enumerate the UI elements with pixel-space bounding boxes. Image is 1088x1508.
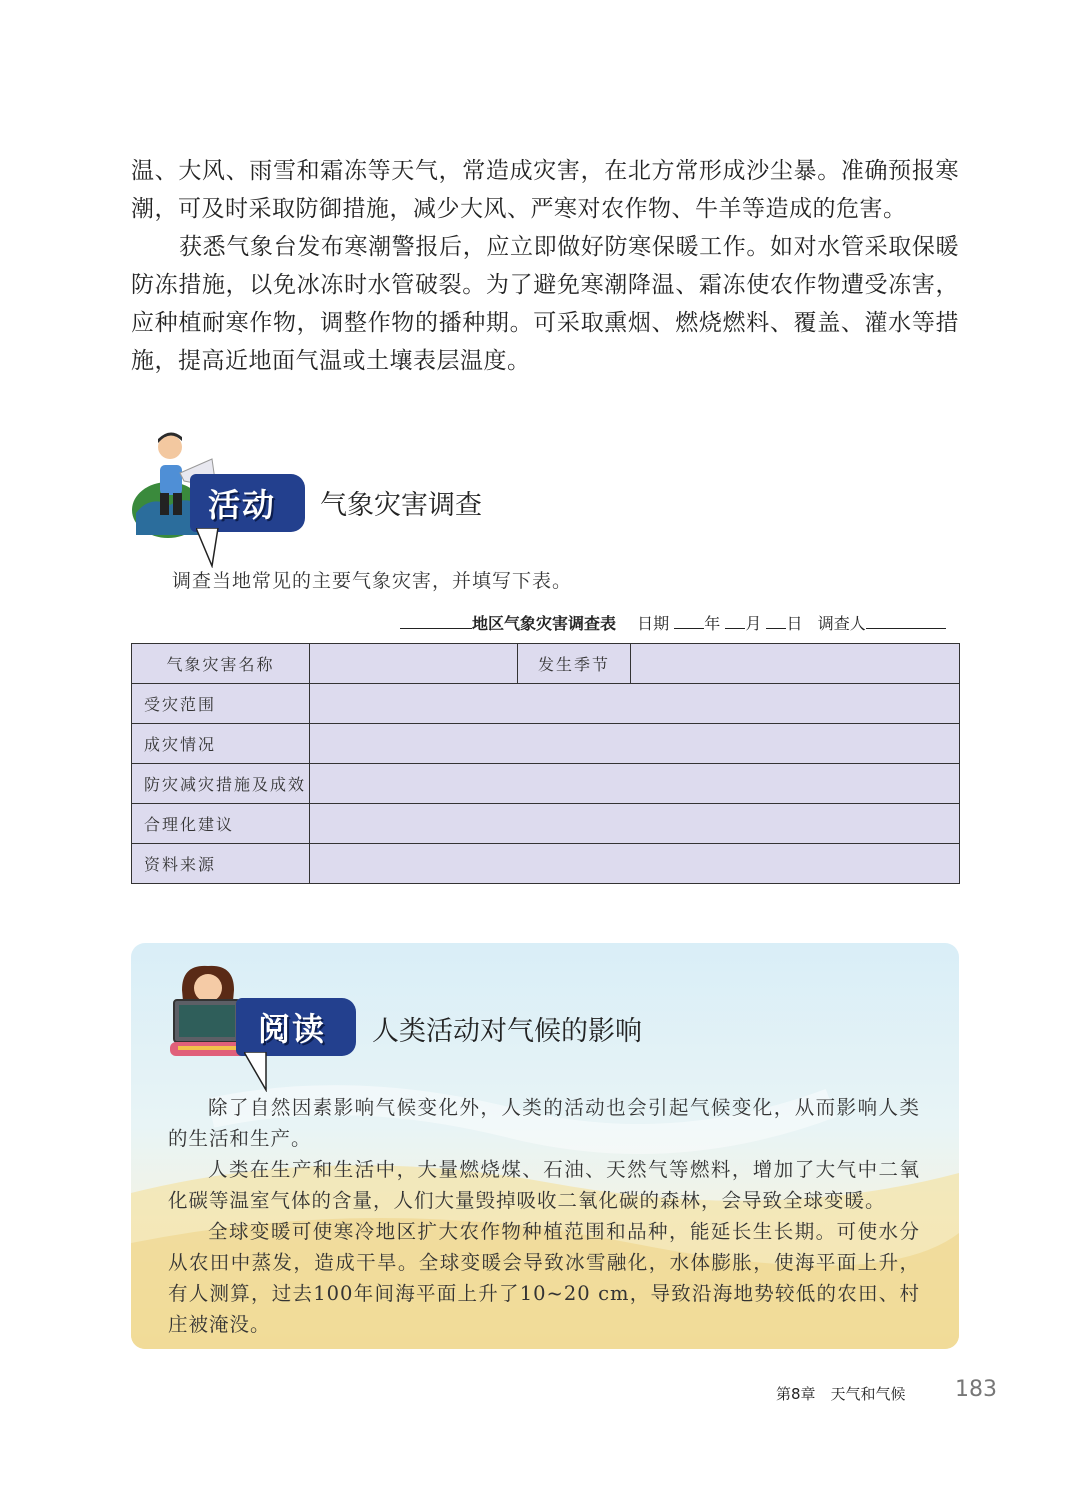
date-label: 日期: [637, 614, 670, 633]
footer-chapter: 第8章 天气和气候: [776, 1385, 906, 1403]
activity-tag: [190, 474, 305, 532]
reading-tag-label: 阅读: [258, 1010, 327, 1048]
table-row: [132, 684, 960, 724]
table-caption: [400, 611, 960, 634]
activity-title: 气象灾害调查: [320, 490, 482, 521]
year-label: 年: [704, 614, 721, 633]
table-cell-input[interactable]: [310, 724, 960, 764]
activity-tag-label: 活动: [208, 486, 277, 524]
callout-pointer-icon: [196, 528, 220, 568]
table-cell-name-input[interactable]: [310, 644, 518, 684]
reading-paragraph-3: 全球变暖可使寒冷地区扩大农作物种植范围和品种，能延长生长期。可使水分从农田中蒸发，造成干旱。全球变暖会导致冰雪融化，水体膨胀，使海平面上升，有人测算，过去100年间海平面上升了10~20 cm，导致沿海地势较低的农田、村庄被淹没。: [168, 1220, 920, 1336]
day-label: 日: [786, 614, 803, 633]
month-label: 月: [745, 614, 762, 633]
survey-table: [131, 643, 960, 884]
region-blank[interactable]: [400, 614, 472, 629]
reading-paragraph-1: 除了自然因素影响气候变化外，人类的活动也会引起气候变化，从而影响人类的生活和生产。: [168, 1096, 920, 1150]
table-cell-input[interactable]: [310, 764, 960, 804]
table-row: [132, 644, 960, 684]
activity-instruction: 调查当地常见的主要气象灾害，并填写下表。: [172, 570, 573, 592]
table-header-season: 发生季节: [518, 644, 631, 684]
table-row-label: 成灾情况: [132, 724, 310, 764]
table-cell-season-input[interactable]: [631, 644, 960, 684]
reading-paragraph-2: 人类在生产和生活中，大量燃烧煤、石油、天然气等燃料，增加了大气中二氧化碳等温室气体的含量，人们大量毁掉吸收二氧化碳的森林，会导致全球变暖。: [168, 1158, 920, 1212]
table-row: [132, 844, 960, 884]
table-row: [132, 764, 960, 804]
year-blank[interactable]: [674, 614, 704, 629]
day-blank[interactable]: [766, 614, 786, 629]
body-paragraph-2: 获悉气象台发布寒潮警报后，应立即做好防寒保暖工作。如对水管采取保暖防冻措施，以免冰冻时水管破裂。为了避免寒潮降温、霜冻使农作物遭受冻害，应种植耐寒作物，调整作物的播种期。可采取熏烟、燃烧燃料、覆盖、灌水等措施，提高近地面气温或土壤表层温度。: [131, 234, 959, 374]
reading-tag: [236, 998, 356, 1056]
table-row: [132, 804, 960, 844]
table-header-name: 气象灾害名称: [132, 644, 310, 684]
table-cell-input[interactable]: [310, 804, 960, 844]
table-row-label: 防灾减灾措施及成效: [132, 764, 310, 804]
body-paragraph-1: 温、大风、雨雪和霜冻等天气，常造成灾害，在北方常形成沙尘暴。准确预报寒潮，可及时采取防御措施，减少大风、严寒对农作物、牛羊等造成的危害。: [131, 158, 959, 222]
page-number: 183: [955, 1377, 997, 1402]
surveyor-label: 调查人: [817, 614, 866, 633]
surveyor-blank[interactable]: [866, 614, 946, 629]
month-blank[interactable]: [725, 614, 745, 629]
table-cell-input[interactable]: [310, 684, 960, 724]
table-row: [132, 724, 960, 764]
table-row-label: 资料来源: [132, 844, 310, 884]
callout-pointer-icon: [244, 1052, 268, 1092]
table-cell-input[interactable]: [310, 844, 960, 884]
table-row-label: 合理化建议: [132, 804, 310, 844]
reading-title: 人类活动对气候的影响: [372, 1016, 642, 1047]
table-row-label: 受灾范围: [132, 684, 310, 724]
table-caption-title: 地区气象灾害调查表: [472, 614, 617, 633]
